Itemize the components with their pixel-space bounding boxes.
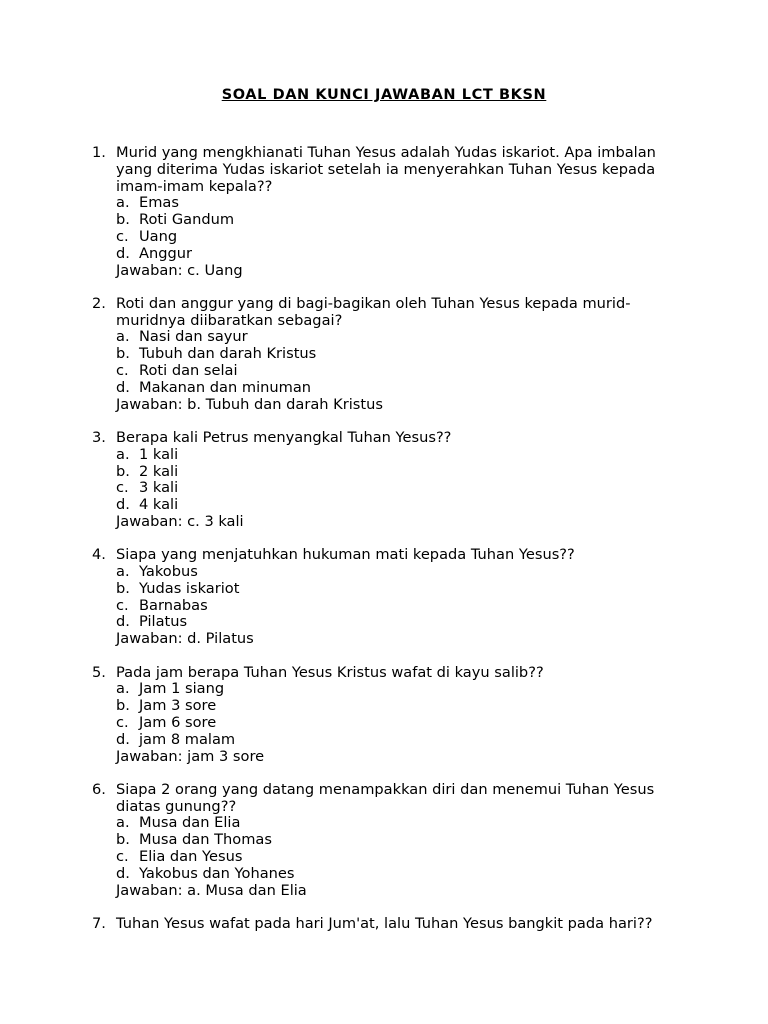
option-letter: a. (116, 328, 130, 346)
question-item (0, 916, 768, 933)
option-letter: d. (116, 730, 130, 748)
question-item (0, 665, 768, 766)
option-list (116, 447, 686, 514)
question-body (116, 296, 686, 414)
option-item (116, 346, 686, 363)
option-text: Makanan dan minuman (139, 378, 312, 396)
option-letter: b. (116, 211, 130, 229)
option-letter: c. (116, 227, 129, 245)
option-letter: b. (116, 579, 130, 597)
option-item (116, 447, 686, 464)
option-letter: a. (116, 563, 130, 581)
option-letter: c. (116, 479, 129, 497)
option-text: Musa dan Elia (139, 814, 241, 832)
option-item (116, 363, 686, 380)
question-body (116, 916, 686, 933)
question-body (116, 665, 686, 766)
option-text: Barnabas (139, 596, 208, 614)
question-body (116, 145, 686, 279)
option-text: 4 kali (139, 496, 179, 514)
question-text: Siapa 2 orang yang datang menampakkan diri dan menemui Tuhan Yesus diatas gunung?? (116, 780, 655, 815)
option-text: Uang (139, 227, 178, 245)
option-item (116, 480, 686, 497)
question-item (0, 430, 768, 531)
option-letter: c. (116, 362, 129, 380)
option-letter: c. (116, 596, 129, 614)
option-item (116, 815, 686, 832)
option-text: 3 kali (139, 479, 179, 497)
question-item (0, 782, 768, 900)
option-item (116, 246, 686, 263)
question-text: Roti dan anggur yang di bagi-bagikan oleh Tuhan Yesus kepada murid-muridnya diibaratkan sebagai? (116, 294, 631, 329)
option-letter: b. (116, 462, 130, 480)
question-body (116, 547, 686, 648)
option-text: Anggur (139, 244, 193, 262)
option-letter: d. (116, 244, 130, 262)
question-item (0, 547, 768, 648)
option-text: jam 8 malam (139, 730, 236, 748)
option-item (116, 715, 686, 732)
option-text: Roti dan selai (139, 362, 238, 380)
option-letter: c. (116, 847, 129, 865)
option-item (116, 849, 686, 866)
option-item (116, 497, 686, 514)
option-item (116, 598, 686, 615)
option-item (116, 212, 686, 229)
option-list (116, 329, 686, 396)
option-letter: a. (116, 680, 130, 698)
option-text: 1 kali (139, 445, 179, 463)
option-text: Elia dan Yesus (139, 847, 243, 865)
option-text: Roti Gandum (139, 211, 235, 229)
option-letter: b. (116, 831, 130, 849)
question-number: 7. (92, 914, 106, 932)
option-text: Yudas iskariot (139, 579, 240, 597)
option-letter: d. (116, 864, 130, 882)
question-item (0, 296, 768, 414)
question-text: Murid yang mengkhianati Tuhan Yesus adalah Yudas iskariot. Apa imbalan yang diterima Yudas iskariot setelah ia menyerahkan Tuhan Yesus kepada imam-imam kepala?? (116, 144, 656, 195)
answer-text: Jawaban: d. Pilatus (116, 630, 254, 648)
option-text: Musa dan Thomas (139, 831, 272, 849)
option-text: Jam 6 sore (139, 713, 217, 731)
option-text: Jam 1 siang (139, 680, 225, 698)
option-list (116, 195, 686, 262)
option-item (116, 464, 686, 481)
option-letter: a. (116, 445, 130, 463)
option-letter: b. (116, 345, 130, 363)
question-number: 6. (92, 780, 106, 798)
option-letter: d. (116, 613, 130, 631)
question-text: Pada jam berapa Tuhan Yesus Kristus wafat di kayu salib?? (116, 663, 544, 681)
option-item (116, 581, 686, 598)
question-number: 1. (92, 144, 106, 161)
option-text: 2 kali (139, 462, 179, 480)
option-letter: a. (116, 194, 130, 212)
option-item (116, 614, 686, 631)
answer-text: Jawaban: c. Uang (116, 261, 243, 279)
question-number: 5. (92, 663, 106, 681)
question-number: 2. (92, 294, 106, 312)
option-text: Jam 3 sore (139, 697, 217, 715)
option-item (116, 732, 686, 749)
option-text: Yakobus (139, 563, 198, 581)
answer-text: Jawaban: jam 3 sore (116, 747, 265, 765)
answer-text: Jawaban: c. 3 kali (116, 512, 244, 530)
option-item (116, 698, 686, 715)
option-letter: c. (116, 713, 129, 731)
answer-text: Jawaban: a. Musa dan Elia (116, 881, 307, 899)
option-item (116, 380, 686, 397)
option-text: Pilatus (139, 613, 188, 631)
question-list (0, 145, 768, 949)
option-text: Emas (139, 194, 179, 212)
answer-text: Jawaban: b. Tubuh dan darah Kristus (116, 395, 383, 413)
question-item (0, 145, 768, 279)
question-number: 3. (92, 428, 106, 446)
option-item (116, 866, 686, 883)
question-body (116, 430, 686, 531)
question-text: Tuhan Yesus wafat pada hari Jum'at, lalu Tuhan Yesus bangkit pada hari?? (116, 914, 653, 932)
option-list (116, 815, 686, 882)
option-item (116, 195, 686, 212)
option-item (116, 229, 686, 246)
option-text: Yakobus dan Yohanes (139, 864, 295, 882)
option-letter: b. (116, 697, 130, 715)
option-item (116, 564, 686, 581)
option-list (116, 681, 686, 748)
question-text: Siapa yang menjatuhkan hukuman mati kepada Tuhan Yesus?? (116, 546, 575, 564)
option-text: Tubuh dan darah Kristus (139, 345, 317, 363)
option-list (116, 564, 686, 631)
question-body (116, 782, 686, 900)
option-letter: a. (116, 814, 130, 832)
question-text: Berapa kali Petrus menyangkal Tuhan Yesus?? (116, 428, 452, 446)
option-text: Nasi dan sayur (139, 328, 248, 346)
question-number: 4. (92, 546, 106, 564)
option-item (116, 832, 686, 849)
option-letter: d. (116, 496, 130, 514)
option-item (116, 681, 686, 698)
option-letter: d. (116, 378, 130, 396)
document-title: SOAL DAN KUNCI JAWABAN LCT BKSN (221, 87, 547, 103)
option-item (116, 329, 686, 346)
